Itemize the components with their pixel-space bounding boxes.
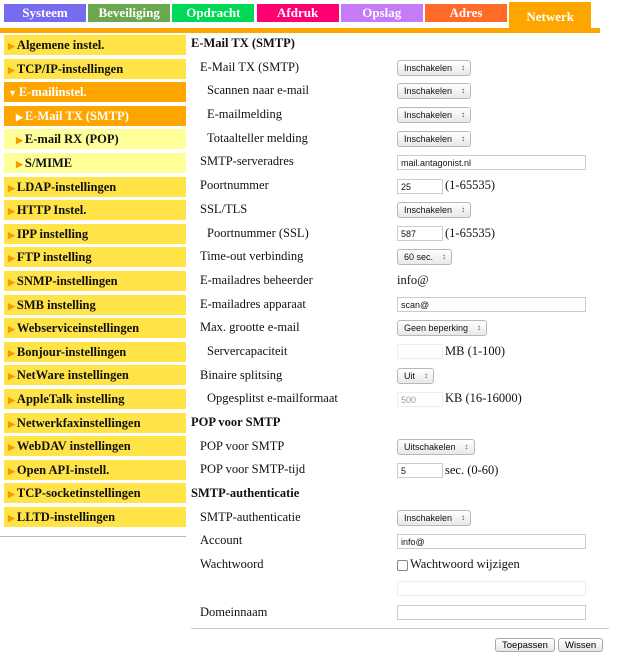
field-label: SMTP-authenticatie xyxy=(200,509,301,524)
sidebar-item-netwerkfaxinstellingen[interactable] xyxy=(4,413,186,433)
sidebar-item-label: Open API-instell. xyxy=(16,462,110,477)
sidebar-item-label: TCP/IP-instellingen xyxy=(16,61,124,76)
collapsed-arrow-icon: ▶ xyxy=(8,512,15,523)
field-control xyxy=(397,131,471,147)
sidebar-item-label: E-mail RX (POP) xyxy=(24,132,119,147)
tab-opdracht[interactable]: Opdracht xyxy=(172,4,254,22)
sidebar-item-label: LDAP-instellingen xyxy=(16,179,117,194)
sidebar-item-label: E-Mail TX (SMTP) xyxy=(24,108,129,123)
form-row xyxy=(191,79,611,103)
field-range-hint: KB (16-16000) xyxy=(445,391,522,406)
clear-button[interactable]: Wissen xyxy=(558,638,603,652)
sidebar-item-label: LLTD-instellingen xyxy=(16,509,116,524)
sidebar-item-ftp-instelling[interactable] xyxy=(4,247,186,267)
sidebar-item-smb-instelling[interactable] xyxy=(4,295,186,315)
sidebar-item-label: Algemene instel. xyxy=(16,38,105,52)
section-heading xyxy=(191,411,611,435)
collapsed-arrow-icon: ▶ xyxy=(8,347,15,358)
sidebar-item-label: HTTP Instel. xyxy=(16,203,87,218)
field-control xyxy=(397,391,522,407)
form-row xyxy=(191,458,611,482)
tab-netwerk[interactable]: Netwerk xyxy=(509,2,591,30)
form-row xyxy=(191,435,611,459)
sidebar-item-netware-instellingen[interactable] xyxy=(4,365,186,385)
text-input[interactable]: scan@ xyxy=(397,297,586,312)
field-control xyxy=(397,60,471,76)
sidebar-item-label: SMB instelling xyxy=(16,297,96,312)
field-label: Max. grootte e-mail xyxy=(200,320,300,335)
text-input[interactable]: mail.antagonist.nl xyxy=(397,155,586,170)
form-row xyxy=(191,293,611,317)
field-control xyxy=(397,581,586,597)
field-label: Poortnummer (SSL) xyxy=(207,225,309,240)
sidebar-item-label: AppleTalk instelling xyxy=(16,391,125,406)
sidebar-item-label: S/MIME xyxy=(24,155,73,170)
form-row xyxy=(191,387,611,411)
field-label: Scannen naar e-mail xyxy=(207,83,310,98)
sidebar-item-label: E-mailinstel. xyxy=(18,85,87,100)
section-heading xyxy=(191,482,611,506)
field-label: E-Mail TX (SMTP) xyxy=(191,36,295,50)
field-label: Opgesplitst e-mailformaat xyxy=(207,391,338,406)
form-row xyxy=(191,56,611,80)
form-row xyxy=(191,150,611,174)
sidebar-item-label: WebDAV instellingen xyxy=(16,439,131,454)
form-row xyxy=(191,316,611,340)
form-row xyxy=(191,553,611,577)
settings-form xyxy=(191,32,611,624)
select-dropdown[interactable]: Uit ↕ xyxy=(397,368,434,384)
field-control xyxy=(397,462,498,478)
section-heading xyxy=(191,32,611,56)
field-control xyxy=(397,273,429,289)
sidebar-item-label: Netwerkfaxinstellingen xyxy=(16,415,141,430)
field-range-hint: sec. (0-60) xyxy=(445,462,499,477)
form-divider xyxy=(191,628,609,629)
sidebar-item-s-mime[interactable] xyxy=(4,153,186,173)
collapsed-arrow-icon: ▶ xyxy=(8,253,15,264)
text-input[interactable] xyxy=(397,344,443,359)
form-row xyxy=(191,340,611,364)
collapsed-arrow-icon: ▶ xyxy=(8,394,15,405)
tab-systeem[interactable]: Systeem xyxy=(4,4,86,22)
field-range-hint: (1-65535) xyxy=(445,225,495,240)
checkbox-label[interactable]: Wachtwoord wijzigen xyxy=(410,557,520,572)
form-row xyxy=(191,577,611,601)
field-control xyxy=(397,107,471,123)
collapsed-arrow-icon: ▶ xyxy=(8,442,15,453)
collapsed-arrow-icon: ▶ xyxy=(8,324,15,335)
select-dropdown[interactable]: Inschakelen ↕ xyxy=(397,510,471,526)
collapsed-arrow-icon: ▶ xyxy=(8,206,15,217)
field-control xyxy=(397,202,471,218)
tab-afdruk[interactable]: Afdruk xyxy=(257,4,339,22)
field-label: POP voor SMTP xyxy=(191,415,281,429)
form-row xyxy=(191,364,611,388)
tab-beveiliging[interactable]: Beveiliging xyxy=(88,4,170,22)
field-label: E-mailadres apparaat xyxy=(200,296,306,311)
field-control xyxy=(397,320,487,336)
collapsed-arrow-icon: ▶ xyxy=(8,489,15,500)
sidebar-item-http-instel[interactable] xyxy=(4,200,186,220)
field-label: Wachtwoord xyxy=(200,557,264,572)
field-control xyxy=(397,557,520,573)
field-control xyxy=(397,439,475,455)
collapsed-arrow-icon: ▶ xyxy=(16,158,23,169)
sidebar-item-tcp-ip-instellingen[interactable] xyxy=(4,59,186,79)
text-input[interactable]: 587 xyxy=(397,226,443,241)
collapsed-arrow-icon: ▶ xyxy=(8,229,15,240)
sidebar-item-snmp-instellingen[interactable] xyxy=(4,271,186,291)
field-control xyxy=(397,154,586,170)
field-label: Domeinnaam xyxy=(200,604,268,619)
collapsed-arrow-icon: ▶ xyxy=(8,465,15,476)
form-row xyxy=(191,127,611,151)
field-control xyxy=(397,249,452,265)
select-dropdown[interactable]: Inschakelen ↕ xyxy=(397,83,471,99)
field-label: SSL/TLS xyxy=(200,201,248,216)
field-control xyxy=(397,226,495,242)
form-row xyxy=(191,174,611,198)
field-control xyxy=(397,510,471,526)
text-input[interactable]: info@ xyxy=(397,534,586,549)
sidebar-item-e-mail-rx-pop[interactable] xyxy=(4,129,186,149)
sidebar-item-label: IPP instelling xyxy=(16,226,89,241)
collapsed-arrow-icon: ▶ xyxy=(8,64,15,75)
sidebar-nav xyxy=(4,35,186,530)
field-control xyxy=(397,368,434,384)
text-input[interactable]: 5 xyxy=(397,463,443,478)
sidebar-item-algemene-instel[interactable] xyxy=(4,35,186,55)
apply-button[interactable]: Toepassen xyxy=(495,638,555,652)
text-input[interactable]: 500 xyxy=(397,392,443,407)
sidebar-item-label: FTP instelling xyxy=(16,250,92,265)
select-dropdown[interactable]: Inschakelen ↕ xyxy=(397,131,471,147)
tab-adres[interactable]: Adres xyxy=(425,4,507,22)
collapsed-arrow-icon: ▶ xyxy=(8,276,15,287)
field-label: Poortnummer xyxy=(200,178,269,193)
field-label: Time-out verbinding xyxy=(200,249,304,264)
sidebar-item-label: TCP-socketinstellingen xyxy=(16,486,141,501)
sidebar-item-appletalk-instelling[interactable] xyxy=(4,389,186,409)
form-row xyxy=(191,103,611,127)
field-control xyxy=(397,297,586,313)
sidebar-item-webserviceinstellingen[interactable] xyxy=(4,318,186,338)
field-control xyxy=(397,83,471,99)
field-label: SMTP-serveradres xyxy=(200,154,294,169)
sidebar-item-open-api-instell[interactable] xyxy=(4,460,186,480)
collapsed-arrow-icon: ▶ xyxy=(8,371,15,382)
select-dropdown[interactable]: Inschakelen ↕ xyxy=(397,202,471,218)
collapsed-arrow-icon: ▶ xyxy=(8,41,15,51)
field-label: POP voor SMTP-tijd xyxy=(200,462,306,477)
field-label: Account xyxy=(200,533,243,548)
collapsed-arrow-icon: ▶ xyxy=(8,418,15,429)
field-label: E-mailadres beheerder xyxy=(200,272,313,287)
form-row xyxy=(191,269,611,293)
field-label: SMTP-authenticatie xyxy=(191,486,300,501)
sidebar-item-label: Webserviceinstellingen xyxy=(16,321,140,336)
select-dropdown[interactable]: Inschakelen ↕ xyxy=(397,60,471,76)
sidebar-item-webdav-instellingen[interactable] xyxy=(4,436,186,456)
field-control xyxy=(397,605,586,621)
sidebar-item-e-mailinstel[interactable] xyxy=(4,82,186,102)
field-control xyxy=(397,178,495,194)
checkbox[interactable] xyxy=(397,560,408,571)
select-dropdown[interactable]: 60 sec. ↕ xyxy=(397,249,452,265)
read-only-value: info@ xyxy=(397,273,429,288)
form-row xyxy=(191,222,611,246)
field-range-hint: MB (1-100) xyxy=(445,344,506,359)
text-input[interactable] xyxy=(397,581,586,596)
form-row xyxy=(191,245,611,269)
sidebar-item-bonjour-instellingen[interactable] xyxy=(4,342,186,362)
field-label: E-mailmelding xyxy=(207,107,282,122)
text-input[interactable]: 25 xyxy=(397,179,443,194)
collapsed-arrow-icon: ▶ xyxy=(8,300,15,311)
sidebar-item-ipp-instelling[interactable] xyxy=(4,224,186,244)
field-label: Binaire splitsing xyxy=(200,367,283,382)
sidebar-divider xyxy=(0,536,186,537)
collapsed-arrow-icon: ▶ xyxy=(16,111,23,122)
select-dropdown[interactable]: Uitschakelen ↕ xyxy=(397,439,475,455)
field-label: E-Mail TX (SMTP) xyxy=(200,59,300,74)
sidebar-item-label: SNMP-instellingen xyxy=(16,273,118,288)
sidebar-item-label: NetWare instellingen xyxy=(16,368,129,383)
select-dropdown[interactable]: Inschakelen ↕ xyxy=(397,107,471,123)
expanded-arrow-icon: ▼ xyxy=(8,88,17,99)
sidebar-item-ldap-instellingen[interactable] xyxy=(4,177,186,197)
text-input[interactable] xyxy=(397,605,586,620)
form-row xyxy=(191,198,611,222)
sidebar-item-tcp-socketinstellingen[interactable] xyxy=(4,483,186,503)
sidebar-item-label: Bonjour-instellingen xyxy=(16,344,127,359)
field-label: Totaalteller melding xyxy=(207,130,308,145)
form-row xyxy=(191,506,611,530)
field-label: POP voor SMTP xyxy=(200,438,285,453)
collapsed-arrow-icon: ▶ xyxy=(16,135,23,146)
sidebar-item-lltd-instellingen[interactable] xyxy=(4,507,186,527)
sidebar-item-e-mail-tx-smtp[interactable] xyxy=(4,106,186,126)
select-dropdown[interactable]: Geen beperking ↕ xyxy=(397,320,487,336)
form-row xyxy=(191,601,611,625)
field-label: Servercapaciteit xyxy=(207,343,288,358)
field-control xyxy=(397,344,505,360)
field-control xyxy=(397,533,586,549)
form-row xyxy=(191,529,611,553)
field-range-hint: (1-65535) xyxy=(445,178,495,193)
collapsed-arrow-icon: ▶ xyxy=(8,182,15,193)
tab-opslag[interactable]: Opslag xyxy=(341,4,423,22)
